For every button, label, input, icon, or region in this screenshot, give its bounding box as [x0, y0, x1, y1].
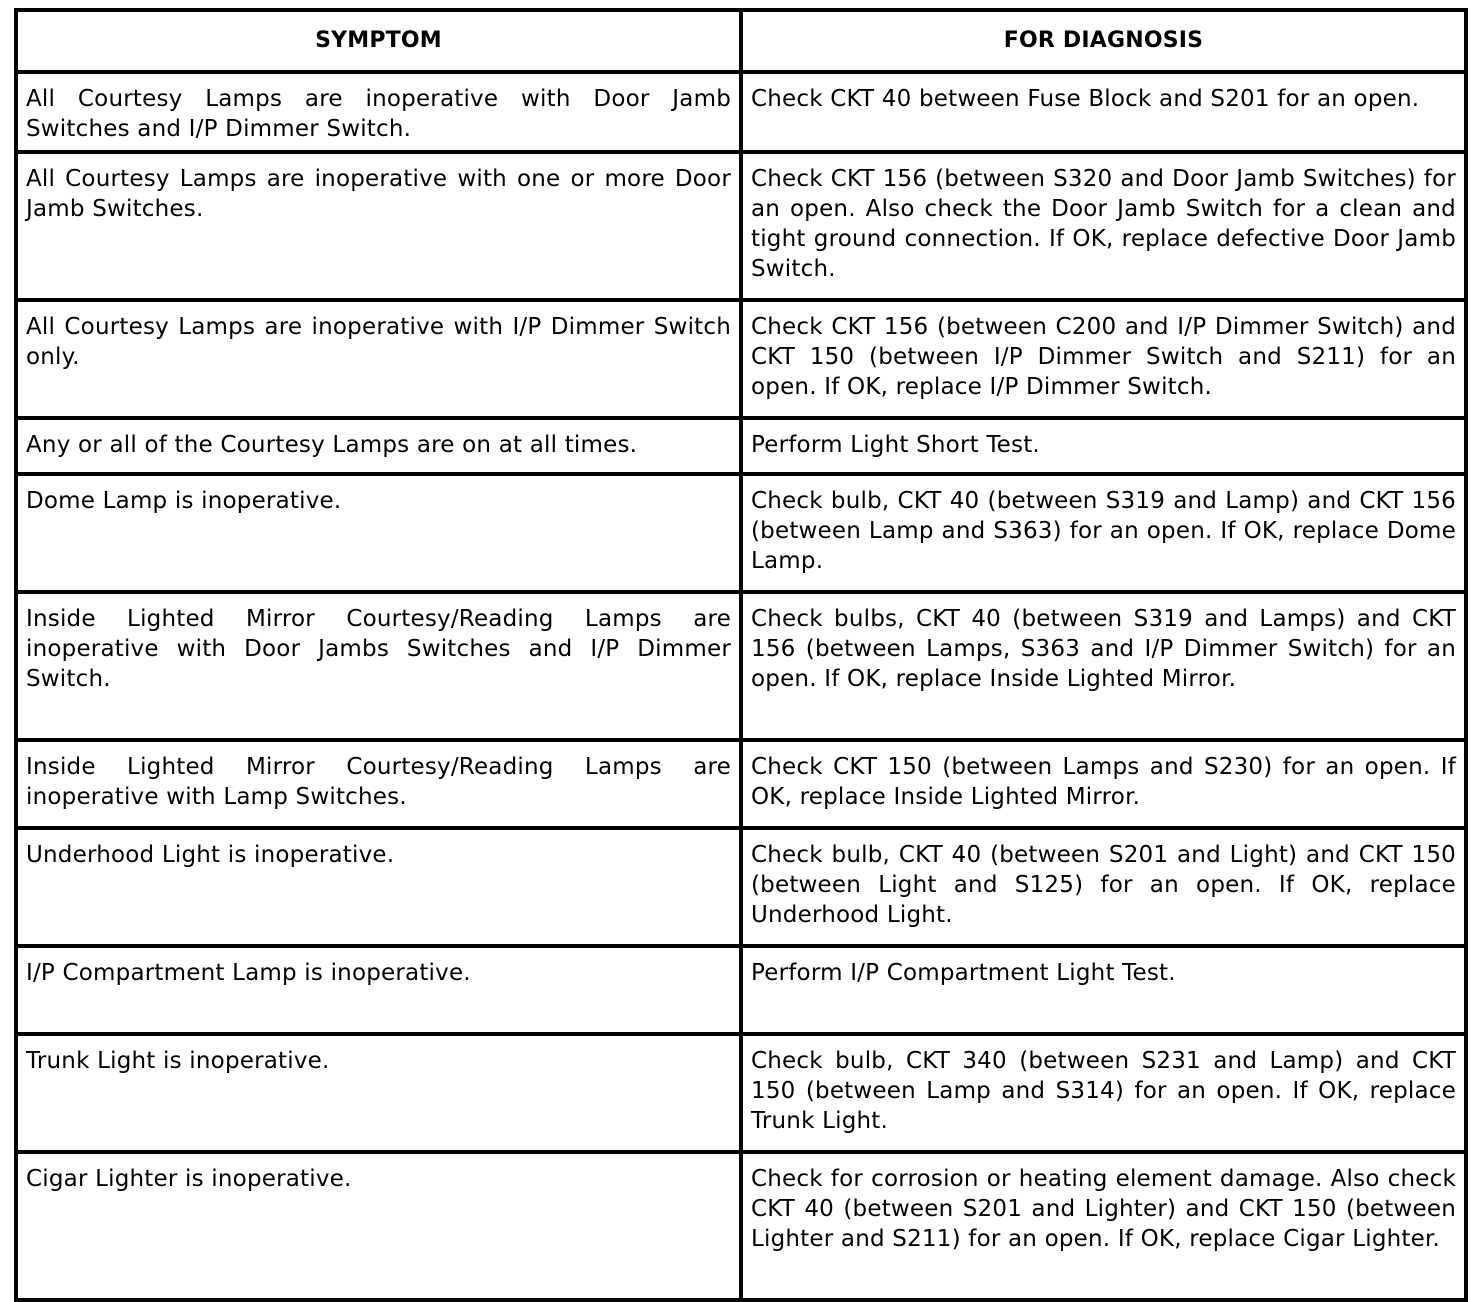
symptom-cell: Inside Lighted Mirror Courtesy/Reading Lamps are inoperative with Door Jambs Switches and I/P Dimmer Switch. — [16, 592, 741, 740]
table-row — [16, 740, 1466, 828]
diagnosis-cell: Check for corrosion or heating element damage. Also check CKT 40 (between S201 and Lighter) and CKT 150 (between Lighter and S211) for an open. If OK, replace Cigar Lighter. — [741, 1152, 1466, 1300]
symptom-cell: Any or all of the Courtesy Lamps are on at all times. — [16, 418, 741, 474]
diagnosis-cell: Check CKT 40 between Fuse Block and S201 for an open. — [741, 72, 1466, 152]
symptom-cell: All Courtesy Lamps are inoperative with I/P Dimmer Switch only. — [16, 300, 741, 418]
table-row — [16, 946, 1466, 1034]
diagnosis-cell: Check bulb, CKT 340 (between S231 and Lamp) and CKT 150 (between Lamp and S314) for an open. If OK, replace Trunk Light. — [741, 1034, 1466, 1152]
header-row — [16, 10, 1466, 72]
table-row — [16, 300, 1466, 418]
symptom-cell: Underhood Light is inoperative. — [16, 828, 741, 946]
diagnosis-cell: Check CKT 156 (between S320 and Door Jamb Switches) for an open. Also check the Door Jamb Switch for a clean and tight ground connection. If OK, replace defective Door Jamb Switch. — [741, 152, 1466, 300]
diagnosis-cell: Perform I/P Compartment Light Test. — [741, 946, 1466, 1034]
table-row — [16, 474, 1466, 592]
diagnosis-column-header: FOR DIAGNOSIS — [741, 10, 1466, 72]
diagnosis-cell: Check bulb, CKT 40 (between S201 and Light) and CKT 150 (between Light and S125) for an open. If OK, replace Underhood Light. — [741, 828, 1466, 946]
table-row — [16, 1034, 1466, 1152]
diagnosis-cell: Check bulbs, CKT 40 (between S319 and Lamps) and CKT 156 (between Lamps, S363 and I/P Dimmer Switch) for an open. If OK, replace Inside Lighted Mirror. — [741, 592, 1466, 740]
table-row — [16, 828, 1466, 946]
symptom-cell: Inside Lighted Mirror Courtesy/Reading Lamps are inoperative with Lamp Switches. — [16, 740, 741, 828]
table-row — [16, 72, 1466, 152]
diagnosis-table — [14, 8, 1468, 1302]
table-row — [16, 418, 1466, 474]
symptom-column-header: SYMPTOM — [16, 10, 741, 72]
table-row — [16, 152, 1466, 300]
table-row — [16, 592, 1466, 740]
diagnosis-cell: Check bulb, CKT 40 (between S319 and Lamp) and CKT 156 (between Lamp and S363) for an open. If OK, replace Dome Lamp. — [741, 474, 1466, 592]
table-row — [16, 1152, 1466, 1300]
symptom-cell: All Courtesy Lamps are inoperative with Door Jamb Switches and I/P Dimmer Switch. — [16, 72, 741, 152]
symptom-cell: Dome Lamp is inoperative. — [16, 474, 741, 592]
diagnosis-cell: Check CKT 150 (between Lamps and S230) for an open. If OK, replace Inside Lighted Mirror. — [741, 740, 1466, 828]
diagnosis-cell: Perform Light Short Test. — [741, 418, 1466, 474]
symptom-cell: Trunk Light is inoperative. — [16, 1034, 741, 1152]
symptom-cell: I/P Compartment Lamp is inoperative. — [16, 946, 741, 1034]
symptom-cell: All Courtesy Lamps are inoperative with one or more Door Jamb Switches. — [16, 152, 741, 300]
diagnosis-cell: Check CKT 156 (between C200 and I/P Dimmer Switch) and CKT 150 (between I/P Dimmer Switch and S211) for an open. If OK, replace I/P Dimmer Switch. — [741, 300, 1466, 418]
symptom-cell: Cigar Lighter is inoperative. — [16, 1152, 741, 1300]
